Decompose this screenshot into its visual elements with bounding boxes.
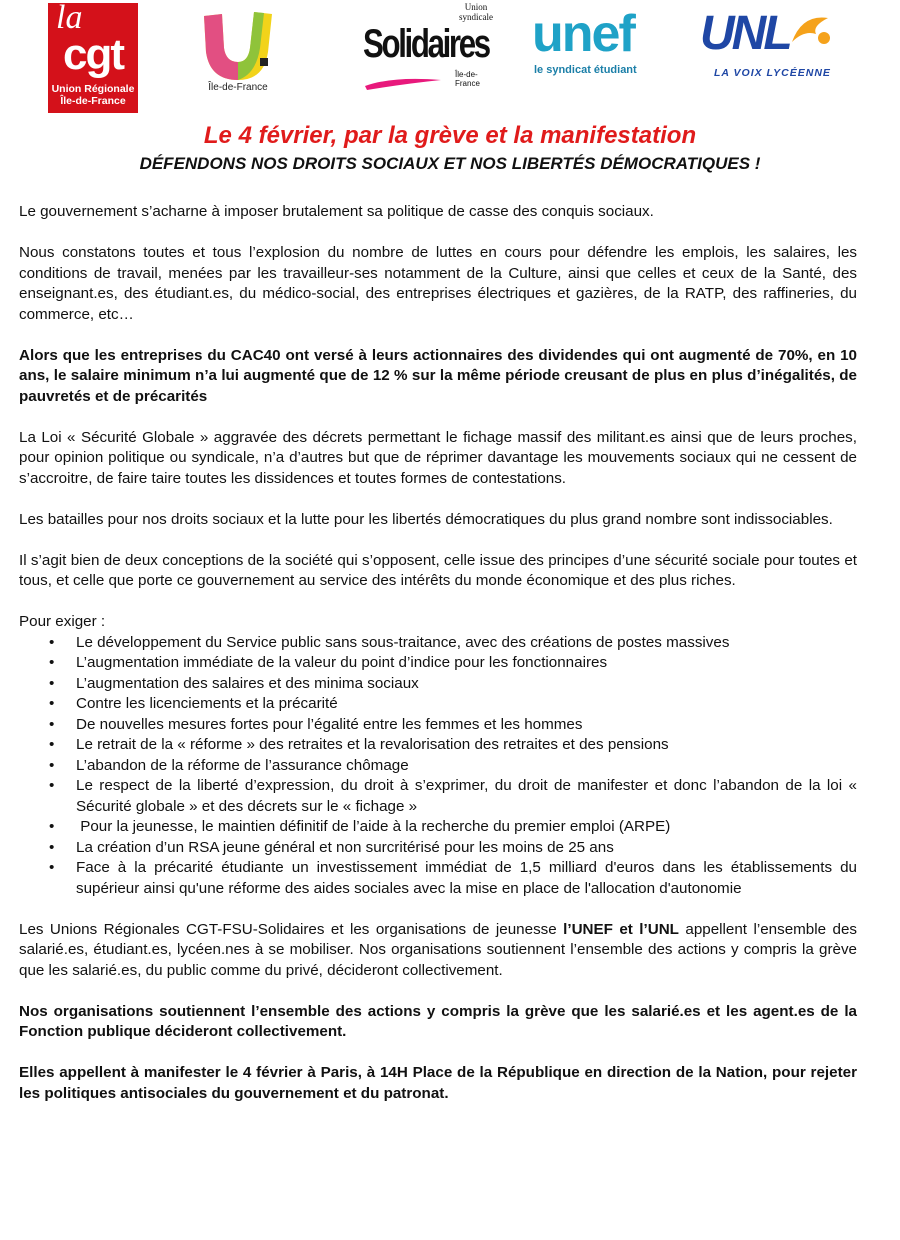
- demand-text: Le respect de la liberté d’expression, du droit à s’exprimer, du droit de manifester et donc l’abandon de la loi « Sécurité globale » et des décrets sur le « fichage »: [76, 777, 862, 815]
- demand-item: [49, 715, 857, 736]
- cgt-logo: [48, 0, 138, 113]
- bullet-icon: •: [49, 818, 55, 835]
- leaflet-body: [19, 202, 862, 1125]
- paragraph-two-conceptions: Il s’agit bien de deux conceptions de la société qui s’opposent, celle issue des principes d’une sécurité sociale pour toutes et tous, et celle que porte ce gouvernement au service des intérêts du monde économique et des plus riches.: [19, 551, 857, 589]
- solidaires-logo-top2: syndicale: [459, 12, 493, 22]
- demand-item: [49, 756, 857, 777]
- bullet-icon: •: [49, 654, 55, 671]
- demand-text: Face à la précarité étudiante un investissement immédiat de 1,5 milliard d'euros dans les établissements du supérieur ainsi qu'une réforme des aides sociales avec la mise en place de l'allocation d'autonomie: [76, 859, 862, 897]
- bullet-icon: •: [49, 838, 55, 856]
- solidaires-logo-region: Île-de-France: [455, 70, 480, 88]
- paragraph-global-security-law: La Loi « Sécurité Globale » aggravée des décrets permettant le fichage massif des militant.es ainsi que de leurs proches, pour opinion politique ou syndicale, n’a d’autres but que de réprimer davantage les mouvements sociaux qui ne cessent de s’accroitre, de faire taire toutes les dissidences et toutes formes de contestations.: [19, 428, 857, 487]
- demand-text: Le retrait de la « réforme » des retraites et la revalorisation des retraites et des pensions: [76, 736, 669, 753]
- demand-item: [49, 674, 857, 695]
- cgt-logo-name: cgt: [63, 30, 123, 79]
- solidaires-swoosh-icon: [363, 74, 443, 92]
- paragraph-call-youth-orgs: l’UNEF et l’UNL: [563, 920, 679, 938]
- paragraph-intro: Le gouvernement s’acharne à imposer brutalement sa politique de casse des conquis sociaux.: [19, 203, 654, 220]
- bullet-icon: •: [49, 674, 55, 692]
- demand-item: [49, 858, 862, 899]
- solidaires-logo-topline: [451, 2, 501, 22]
- bullet-icon: •: [49, 777, 55, 794]
- headline: [0, 120, 900, 176]
- paragraph-call: [19, 920, 857, 982]
- paragraph-dividends: Alors que les entreprises du CAC40 ont versé à leurs actionnaires des dividendes qui ont augmenté de 70%, en 10 ans, le salaire minimum n’a lui augmenté que de 12 % sur la même période creusant de plus en plus d’inégalités, de pauvretés et de précarités: [19, 346, 857, 405]
- cgt-logo-line2: Île-de-France: [60, 95, 126, 107]
- unef-logo: [532, 5, 662, 90]
- bullet-icon: •: [49, 715, 55, 733]
- fsu-logo: [198, 8, 278, 96]
- demand-item: [49, 776, 862, 817]
- demand-text: De nouvelles mesures fortes pour l’égalité entre les femmes et les hommes: [76, 715, 583, 733]
- fsu-logo-caption: Île-de-France: [208, 82, 268, 93]
- demands-intro: Pour exiger :: [19, 613, 106, 630]
- bullet-icon: •: [49, 859, 55, 876]
- demand-text: L’augmentation immédiate de la valeur du point d’indice pour les fonctionnaires: [76, 654, 608, 671]
- solidaires-logo: [363, 2, 498, 94]
- bullet-icon: •: [49, 756, 55, 774]
- demand-text: L’augmentation des salaires et des minima sociaux: [76, 674, 419, 692]
- demands-list: [19, 633, 862, 900]
- demand-text: Pour la jeunesse, le maintien définitif de l’aide à la recherche du premier emploi (ARPE): [76, 818, 671, 835]
- demand-item: [49, 735, 857, 756]
- bullet-icon: •: [49, 695, 55, 712]
- paragraph-call-end: appellent l’ensemble des salarié.es, étudiant.es, lycéen.nes à se mobiliser. Nos organisations soutiennent l’ensemble des actions y compris la grève que les salarié.es, du public comme du privé, décideront collectivement.: [19, 920, 857, 979]
- solidaires-logo-top1: Union: [464, 2, 488, 12]
- demand-item: [49, 653, 857, 674]
- paragraph-struggles: Nous constatons toutes et tous l’explosion du nombre de luttes en cours pour défendre les emplois, les salaires, les conditions de travail, menées par les travailleur-ses notamment de la Culture, ainsi que celles et ceux de la Santé, des enseignant.es, des étudiant.es, du médico-social, des entreprises électriques et gazières, de la RATP, des raffineries, du commerce, etc…: [19, 244, 857, 323]
- demand-text: Le développement du Service public sans sous-traitance, avec des créations de postes massives: [76, 633, 730, 651]
- unl-logo: [700, 7, 835, 90]
- logos-row: [0, 0, 900, 120]
- demand-text: L’abandon de la réforme de l’assurance chômage: [76, 756, 409, 774]
- page-title: Le 4 février, par la grève et la manifestation: [203, 122, 697, 149]
- unef-logo-name: unef: [532, 5, 634, 63]
- unef-logo-tagline: le syndicat étudiant: [534, 64, 637, 76]
- cgt-logo-subtitle: [48, 83, 138, 107]
- demand-item: [49, 838, 857, 859]
- demand-item: [49, 633, 857, 654]
- page-subtitle: DÉFENDONS NOS DROITS SOCIAUX ET NOS LIBERTÉS DÉMOCRATIQUES !: [139, 154, 761, 173]
- cgt-logo-la: la: [56, 0, 83, 36]
- unl-logo-name: UNL: [700, 7, 790, 60]
- unl-swirl-icon: [788, 12, 834, 52]
- demand-item: [49, 694, 857, 715]
- bullet-icon: •: [49, 633, 55, 651]
- paragraph-demonstration: Elles appellent à manifester le 4 février à Paris, à 14H Place de la République en direction de la Nation, pour rejeter les politiques antisociales du gouvernement et du patronat.: [19, 1064, 857, 1102]
- unl-logo-tagline: LA VOIX LYCÉENNE: [714, 67, 831, 79]
- paragraph-indissociable: Les batailles pour nos droits sociaux et la lutte pour les libertés démocratiques du plus grand nombre sont indissociables.: [19, 510, 833, 528]
- bullet-icon: •: [49, 736, 55, 753]
- demand-text: La création d’un RSA jeune général et non surcritérisé pour les moins de 25 ans: [76, 838, 614, 856]
- cgt-logo-line1: Union Régionale: [51, 83, 135, 95]
- demand-text: Contre les licenciements et la précarité: [76, 695, 338, 712]
- paragraph-call-start: Les Unions Régionales CGT-FSU-Solidaires et les organisations de jeunesse: [19, 920, 564, 938]
- paragraph-support: Nos organisations soutiennent l’ensemble des actions y compris la grève que les salarié.es et les agent.es de la Fonction publique décideront collectivement.: [19, 1002, 857, 1040]
- fsu-u-emblem: [198, 8, 278, 82]
- solidaires-logo-name: Solidaires: [363, 22, 489, 66]
- demand-item: [49, 817, 857, 838]
